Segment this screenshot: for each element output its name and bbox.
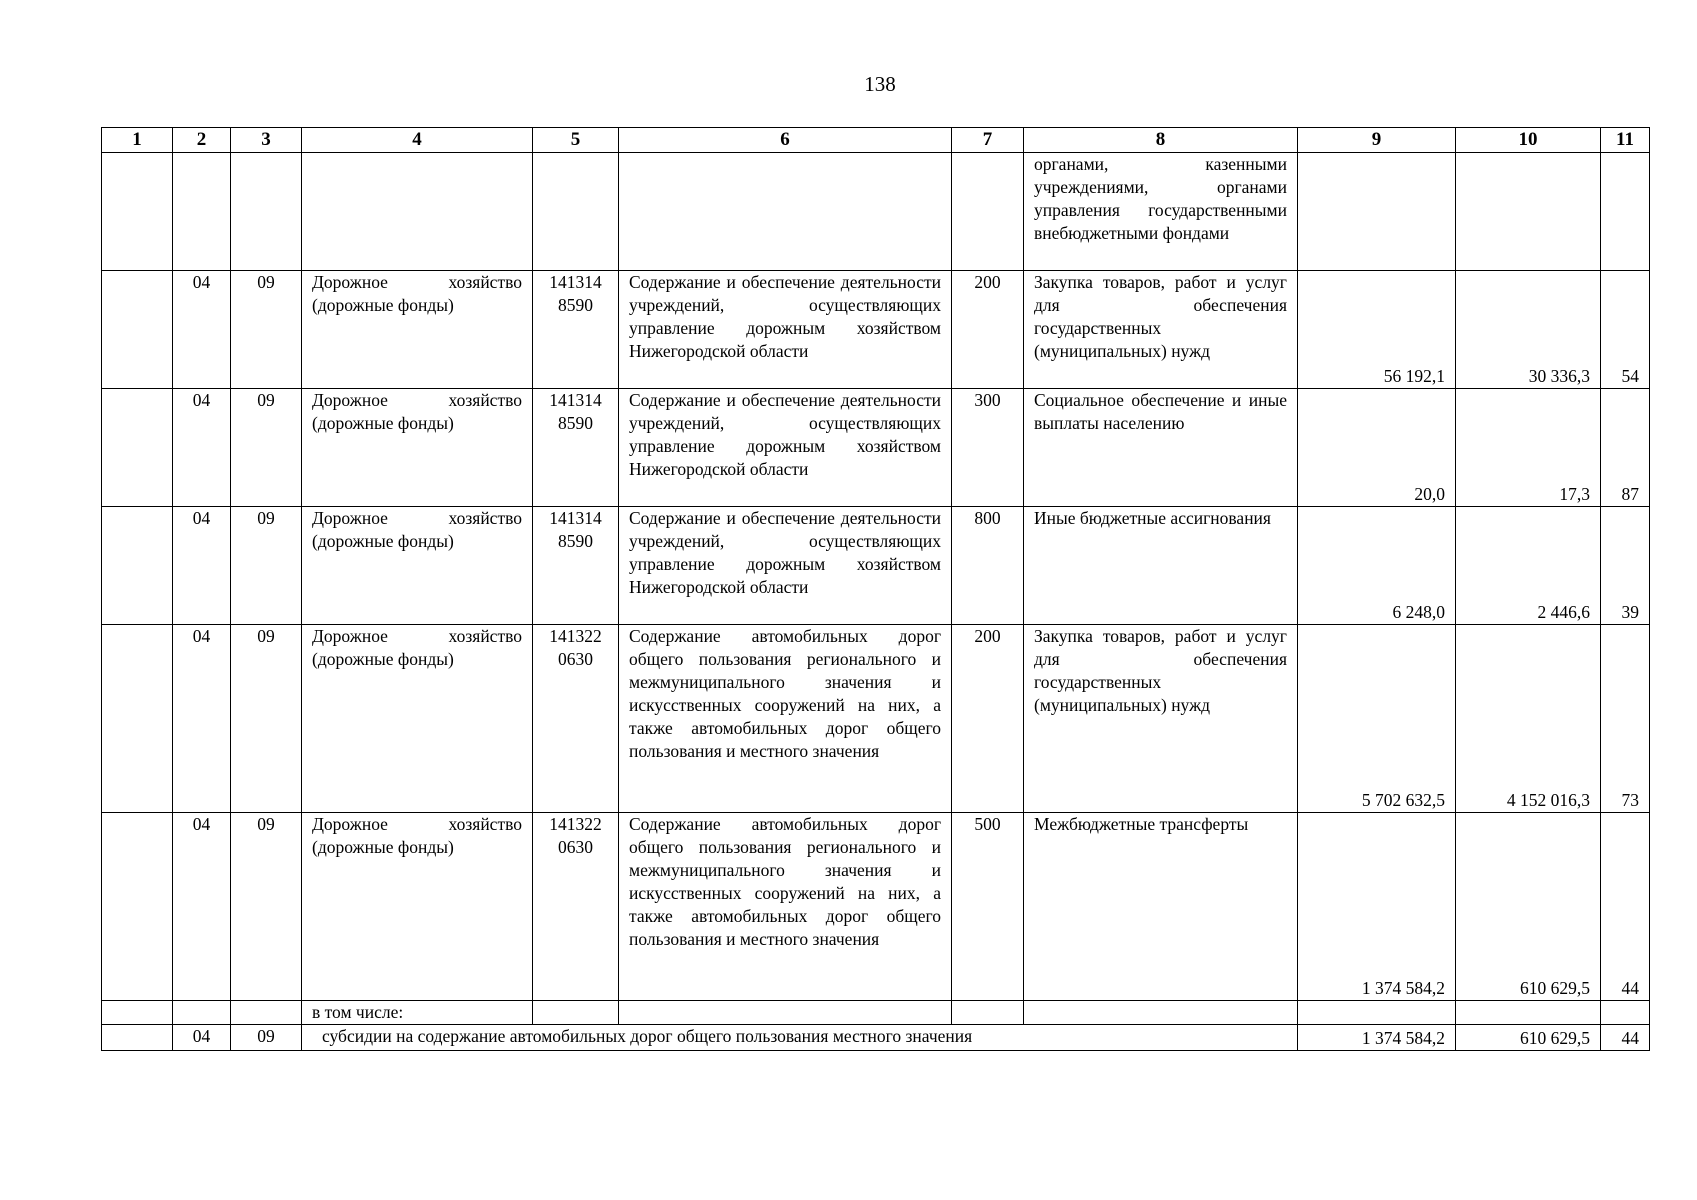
cell xyxy=(619,153,952,271)
cell xyxy=(102,153,173,271)
col-header-11: 11 xyxy=(1601,128,1650,153)
cell-expense-code: 200 xyxy=(952,271,1024,389)
cell-target-code: 141322 0630 xyxy=(533,625,619,813)
cell-target-code: 141314 8590 xyxy=(533,271,619,389)
table-row-including xyxy=(102,1001,1650,1025)
col-header-10: 10 xyxy=(1456,128,1601,153)
table-row xyxy=(102,389,1650,507)
cell-target-name: Содержание автомобильных дорог общего пользования регионального и межмуниципального значения и искусственных сооружений на них, а также автомобильных дорог общего пользования и местного значения xyxy=(619,625,952,813)
cell-percent: 73 xyxy=(1601,625,1650,813)
cell xyxy=(102,625,173,813)
cell-name: Дорожное хозяйство (дорожные фонды) xyxy=(302,507,533,625)
cell xyxy=(102,1025,173,1051)
col-header-8: 8 xyxy=(1024,128,1298,153)
page-number: 138 xyxy=(864,72,896,96)
cell xyxy=(952,1001,1024,1025)
cell-section: 04 xyxy=(173,389,231,507)
cell-including-label: в том числе: xyxy=(302,1001,533,1025)
cell-target-name: Содержание и обеспечение деятельности учреждений, осуществляющих управление дорожным хозяйством Нижегородской области xyxy=(619,271,952,389)
cell-percent: 44 xyxy=(1601,813,1650,1001)
table-row xyxy=(102,507,1650,625)
cell-amount-actual: 30 336,3 xyxy=(1456,271,1601,389)
table-row xyxy=(102,271,1650,389)
cell-expense-type: Социальное обеспечение и иные выплаты населению xyxy=(1024,389,1298,507)
cell xyxy=(1601,1001,1650,1025)
col-header-6: 6 xyxy=(619,128,952,153)
col-header-5: 5 xyxy=(533,128,619,153)
budget-table xyxy=(101,127,1650,1051)
cell xyxy=(1601,153,1650,271)
cell-expense-type: Межбюджетные трансферты xyxy=(1024,813,1298,1001)
cell-target-code: 141314 8590 xyxy=(533,507,619,625)
cell xyxy=(1298,1001,1456,1025)
header-row xyxy=(102,128,1650,153)
cell xyxy=(102,1001,173,1025)
cell-amount-plan: 5 702 632,5 xyxy=(1298,625,1456,813)
cell xyxy=(173,1001,231,1025)
cell xyxy=(533,153,619,271)
cell-expense-type: Закупка товаров, работ и услуг для обеспечения государственных (муниципальных) нужд xyxy=(1024,625,1298,813)
cell-subsection: 09 xyxy=(231,507,302,625)
cell-expense-code: 300 xyxy=(952,389,1024,507)
cell-name: Дорожное хозяйство (дорожные фонды) xyxy=(302,625,533,813)
cell xyxy=(619,1001,952,1025)
cell-percent: 44 xyxy=(1601,1025,1650,1051)
cell-amount-actual: 17,3 xyxy=(1456,389,1601,507)
cell-expense-type: Иные бюджетные ассигнования xyxy=(1024,507,1298,625)
cell-amount-plan: 20,0 xyxy=(1298,389,1456,507)
cell-percent: 39 xyxy=(1601,507,1650,625)
cell-percent: 87 xyxy=(1601,389,1650,507)
cell-section: 04 xyxy=(173,1025,231,1051)
col-header-9: 9 xyxy=(1298,128,1456,153)
cell xyxy=(102,507,173,625)
cell-amount-actual: 610 629,5 xyxy=(1456,1025,1601,1051)
cell-target-name: Содержание и обеспечение деятельности учреждений, осуществляющих управление дорожным хозяйством Нижегородской области xyxy=(619,507,952,625)
cell xyxy=(102,813,173,1001)
cell-subsection: 09 xyxy=(231,1025,302,1051)
cell-section: 04 xyxy=(173,813,231,1001)
cell-amount-actual: 610 629,5 xyxy=(1456,813,1601,1001)
cell xyxy=(1456,153,1601,271)
cell xyxy=(1456,1001,1601,1025)
cell-target-name: Содержание и обеспечение деятельности учреждений, осуществляющих управление дорожным хозяйством Нижегородской области xyxy=(619,389,952,507)
cell-percent: 54 xyxy=(1601,271,1650,389)
cell-subsection: 09 xyxy=(231,625,302,813)
cell-expense-type: Закупка товаров, работ и услуг для обеспечения государственных (муниципальных) нужд xyxy=(1024,271,1298,389)
cell-subsection: 09 xyxy=(231,389,302,507)
col-header-4: 4 xyxy=(302,128,533,153)
cell xyxy=(302,153,533,271)
cell-subsidy-text: субсидии на содержание автомобильных дорог общего пользования местного значения xyxy=(302,1025,1298,1051)
cell-target-code: 141314 8590 xyxy=(533,389,619,507)
cell-subsection: 09 xyxy=(231,813,302,1001)
cell-name: Дорожное хозяйство (дорожные фонды) xyxy=(302,389,533,507)
cell-section: 04 xyxy=(173,507,231,625)
cell-expense-code: 200 xyxy=(952,625,1024,813)
cell-expense-type: органами, казенными учреждениями, органами управления государственными внебюджетными фондами xyxy=(1024,153,1298,271)
cell xyxy=(1298,153,1456,271)
cell-subsection: 09 xyxy=(231,271,302,389)
cell-section: 04 xyxy=(173,271,231,389)
cell-expense-code: 800 xyxy=(952,507,1024,625)
cell xyxy=(533,1001,619,1025)
col-header-7: 7 xyxy=(952,128,1024,153)
cell-amount-actual: 4 152 016,3 xyxy=(1456,625,1601,813)
table-row xyxy=(102,813,1650,1001)
cell-target-name: Содержание автомобильных дорог общего пользования регионального и межмуниципального значения и искусственных сооружений на них, а также автомобильных дорог общего пользования и местного значения xyxy=(619,813,952,1001)
cell xyxy=(102,389,173,507)
cell xyxy=(952,153,1024,271)
cell xyxy=(1024,1001,1298,1025)
cell-amount-plan: 6 248,0 xyxy=(1298,507,1456,625)
table-row-continuation xyxy=(102,153,1650,271)
cell-name: Дорожное хозяйство (дорожные фонды) xyxy=(302,271,533,389)
cell-amount-plan: 56 192,1 xyxy=(1298,271,1456,389)
cell xyxy=(173,153,231,271)
cell xyxy=(102,271,173,389)
col-header-1: 1 xyxy=(102,128,173,153)
table-row xyxy=(102,625,1650,813)
table-row-subsidy xyxy=(102,1025,1650,1051)
cell-amount-plan: 1 374 584,2 xyxy=(1298,813,1456,1001)
col-header-3: 3 xyxy=(231,128,302,153)
cell-expense-code: 500 xyxy=(952,813,1024,1001)
cell-target-code: 141322 0630 xyxy=(533,813,619,1001)
cell xyxy=(231,1001,302,1025)
cell-section: 04 xyxy=(173,625,231,813)
cell xyxy=(231,153,302,271)
cell-amount-actual: 2 446,6 xyxy=(1456,507,1601,625)
cell-amount-plan: 1 374 584,2 xyxy=(1298,1025,1456,1051)
cell-name: Дорожное хозяйство (дорожные фонды) xyxy=(302,813,533,1001)
col-header-2: 2 xyxy=(173,128,231,153)
